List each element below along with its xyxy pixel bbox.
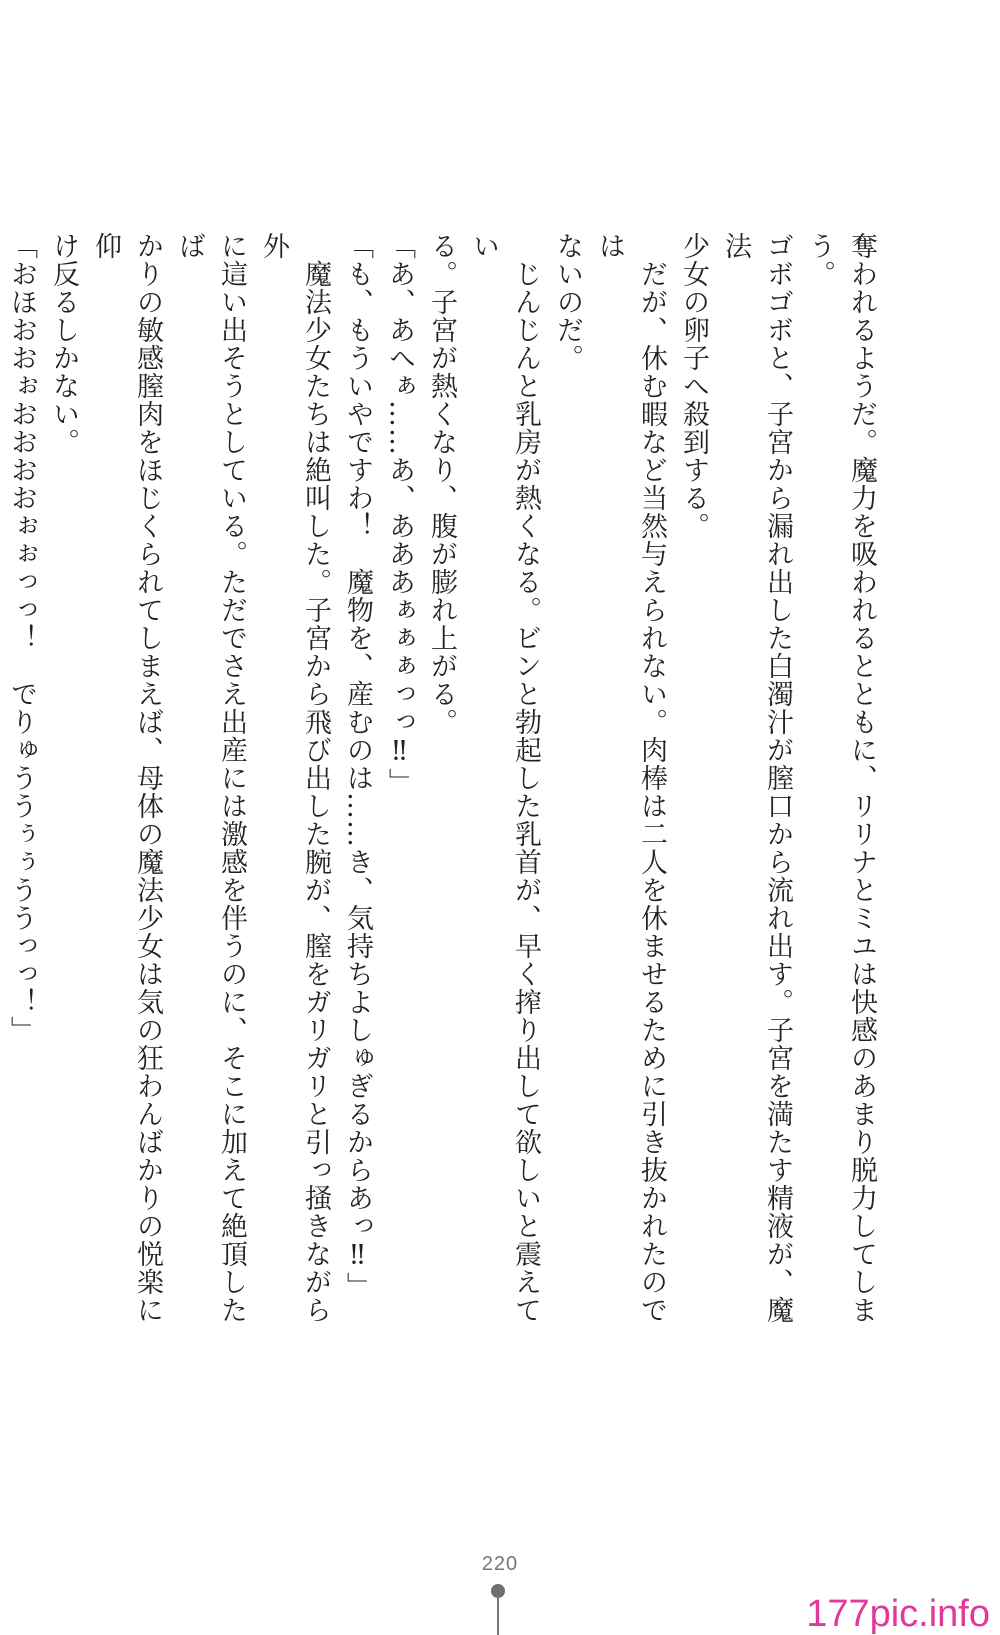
text-line: 少女の卵子へ殺到する。 [678, 232, 709, 540]
page-number: 220 [481, 1553, 519, 1575]
text-line: け反るしかない。 [48, 232, 79, 456]
text-line: かりの敏感膣肉をほじくられてしまえば、母体の魔法少女は気の狂わんばかりの悦楽に仰 [90, 232, 163, 1324]
folio-line [497, 1596, 499, 1635]
dialogue-line: 「あ、あへぁ……あ、あああぁぁぁっっ‼」 [384, 232, 415, 796]
text-line: 魔法少女たちは絶叫した。子宮から飛び出した腕が、膣をガリガリと引っ掻きながら外 [258, 232, 331, 1324]
text-line: じんじんと乳房が熱くなる。ビンと勃起した乳首が、早く搾り出して欲しいと震えてい [468, 232, 541, 1324]
text-line: る。子宮が熱くなり、腹が膨れ上がる。 [426, 232, 457, 736]
text-line: だが、休む暇など当然与えられない。肉棒は二人を休ませるために引き抜かれたのでは [594, 232, 667, 1324]
dialogue-line: 「おほおおぉおおおおぉぉっっ！ でりゅううぅぅううっっ！」 [6, 232, 37, 1044]
text-line: ないのだ。 [552, 232, 583, 372]
vertical-body-text [6, 232, 882, 1342]
text-line: 奪われるようだ。魔力を吸われるとともに、リリナとミユは快感のあまり脱力してしまう。 [804, 232, 877, 1324]
text-line: ゴボゴボと、子宮から漏れ出した白濁汁が膣口から流れ出す。子宮を満たす精液が、魔法 [720, 232, 793, 1324]
folio-pin-icon [491, 1584, 505, 1635]
watermark-text: 177pic.info [806, 1593, 990, 1635]
dialogue-line: 「も、もういやですわ！ 魔物を、産むのは……き、気持ちよしゅぎるからあっ‼」 [342, 232, 373, 1300]
text-line: に這い出そうとしている。ただでさえ出産には激感を伴うのに、そこに加えて絶頂したば [174, 232, 247, 1324]
